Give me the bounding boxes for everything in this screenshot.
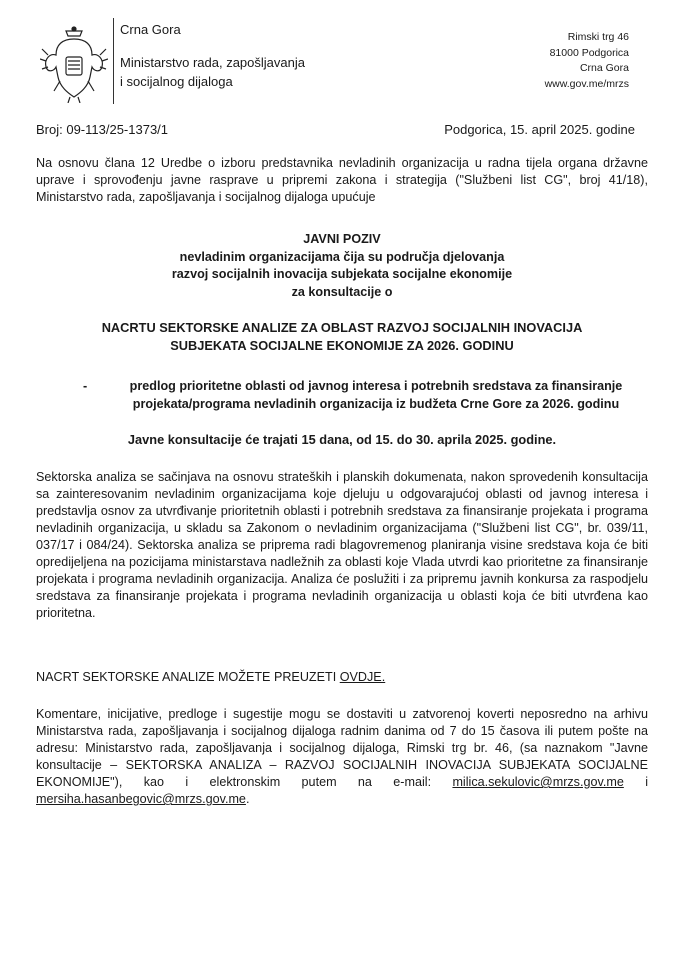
address-city: 81000 Podgorica (549, 46, 629, 59)
download-link[interactable]: OVDJE. (339, 670, 386, 684)
address-street: Rimski trg 46 (567, 31, 629, 43)
reference-row (36, 122, 635, 137)
call-title-block (36, 231, 648, 301)
analysis-title (36, 319, 648, 354)
bullet-dash: - (83, 379, 88, 393)
country-name: Crna Gora (120, 22, 181, 37)
email-separator: i (623, 775, 648, 789)
reference-number: Broj: 09-113/25-1373/1 (36, 122, 169, 137)
consultation-duration: Javne konsultacije će trajati 15 dana, od 15. do 30. aprila 2025. godine. (127, 432, 557, 447)
download-text: NACRT SEKTORSKE ANALIZE MOŽETE PREUZETI (36, 670, 340, 684)
call-subtitle-line3: za konsultacije o (291, 284, 393, 299)
download-paragraph (36, 669, 648, 686)
header-divider (113, 18, 114, 104)
analysis-title-line2: SUBJEKATA SOCIJALNE EKONOMIJE ZA 2026. GODINU (170, 337, 514, 353)
address-website[interactable]: www.gov.me/mrzs (544, 77, 629, 90)
ministry-name-line2: i socijalnog dijaloga (120, 74, 233, 89)
body-paragraph: Sektorska analiza se sačinjava na osnovu strateških i planskih dokumenata, nakon sprovedenih konsultacija sa zainteresovanim nevladinim organizacijama koje djeluju u odgovarajućoj oblasti od javnog interesa i predstavlja osnov za utvrđivanje prioritetnih oblasti i potrebnih sredstava za finansiranje projekata i programa nevladinih organizacija, u skladu sa Zakonom o nevladinim organizacijama ("Službeni list CG", br. 039/11, 037/17 i 084/24). Sektorska analiza se priprema radi blagovremenog planiranja visine sredstava koja će biti opredijeljena na pozicijama ministarstava nadležnih za oblasti koje Vlada utvrdi kao prioritetne za finansiranje projekata i programa nevladinih organizacija. Analiza će poslužiti i za pripremu javnih konkursa za raspodjelu sredstava za finansiranje projekata i programa nevladinih organizacija u oblasti koja će biti utvrđena kao prioritetna. (36, 470, 648, 620)
ministry-address (545, 30, 629, 92)
comments-end: . (245, 792, 250, 806)
call-subtitle-line2: razvoj socijalnih inovacija subjekata socijalne ekonomije (171, 267, 513, 281)
coat-of-arms-icon (40, 25, 108, 103)
email-link-2[interactable]: mersiha.hasanbegovic@mrzs.gov.me (36, 792, 246, 806)
email-link-1[interactable]: milica.sekulovic@mrzs.gov.me (452, 775, 624, 789)
address-country: Crna Gora (579, 62, 629, 74)
place-date: Podgorica, 15. april 2025. godine (444, 122, 635, 137)
call-heading: JAVNI POZIV (303, 232, 381, 246)
ministry-header (120, 20, 305, 91)
analysis-title-line1: NACRTU SEKTORSKE ANALIZE ZA OBLAST RAZVOJ SOCIJALNIH INOVACIJA (101, 320, 583, 335)
intro-paragraph: Na osnovu člana 12 Uredbe o izboru predstavnika nevladinih organizacija u radna tijela organa državne uprave i sprovođenju javne rasprave u pripremi zakona i strategija ("Službeni list CG", broj 41/18), Ministarstvo rada, zapošljavanja i socijalnog dijaloga upućuje (36, 156, 648, 204)
bullet-text: predlog prioritetne oblasti od javnog interesa i potrebnih sredstava za finansiranje projekata/programa nevladinih organizacija iz budžeta Crne Gore za 2026. godinu (129, 379, 623, 411)
ministry-name-line1: Ministarstvo rada, zapošljavanja (120, 55, 305, 70)
call-subtitle-line1: nevladinim organizacijama čija su područja djelovanja (179, 249, 505, 264)
comments-paragraph (36, 706, 648, 808)
comments-text: Komentare, inicijative, predloge i sugestije mogu se dostaviti u zatvorenoj koverti neposredno na arhivu Ministarstva rada, zapošljavanja i socijalnog dijaloga radnim danima od 7 do 15 časova ili putem pošte na adresu: Ministarstvo rada, zapošljavanja i socijalnog dijaloga, Rimski trg br. 46, (sa naznakom "Javne konsultacije – SEKTORSKA ANALIZA – RAZVOJ SOCIJALNIH INOVACIJA SUBJEKATA SOCIJALNE EKONOMIJE"), kao i elektronskim putem na e-mail: (36, 707, 648, 789)
